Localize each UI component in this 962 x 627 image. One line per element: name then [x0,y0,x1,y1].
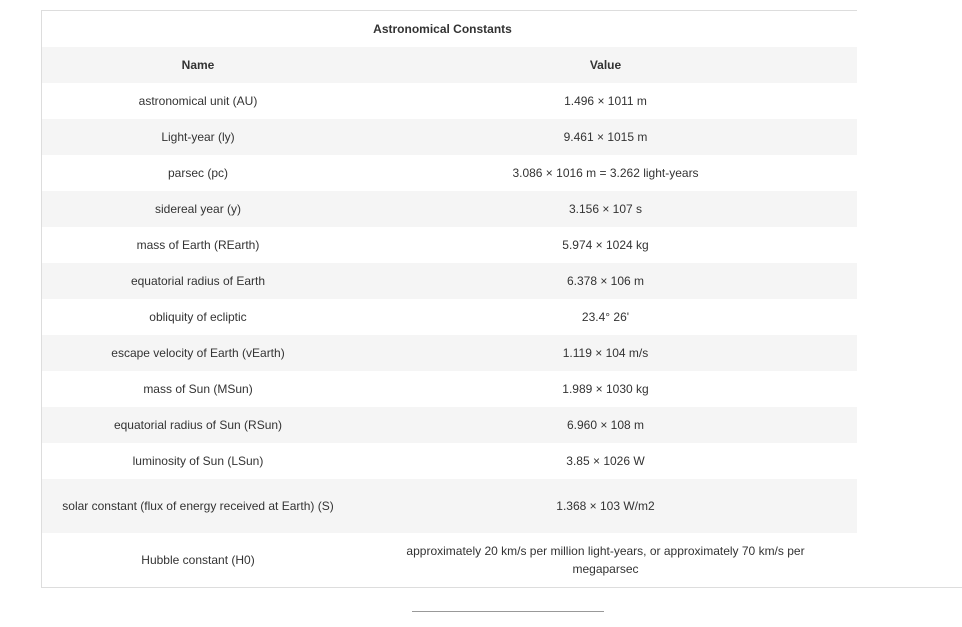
header-row [42,47,857,83]
row-name: obliquity of ecliptic [149,310,247,324]
table-row [42,155,857,191]
constants-table-container [41,10,857,588]
table-caption-text: Astronomical Constants [373,22,512,36]
row-value: 3.85 × 1026 W [566,454,645,468]
table-row [42,263,857,299]
row-value: 1.368 × 103 W/m2 [556,499,655,513]
row-name: equatorial radius of Sun (RSun) [113,418,283,432]
row-value: 1.989 × 1030 kg [562,382,649,396]
table-row [42,335,857,371]
row-name: astronomical unit (AU) [138,94,258,108]
table-row [42,299,857,335]
row-value: 1.496 × 1011 m [564,94,647,108]
constants-table [42,47,857,587]
row-value: 5.974 × 1024 kg [562,238,649,252]
table-caption [42,11,857,47]
row-value: 23.4° 26' [581,310,630,324]
row-name: solar constant (flux of energy received at Earth) (S) [62,499,334,513]
row-name: equatorial radius of Earth [130,274,266,288]
row-name: luminosity of Sun (LSun) [132,454,264,468]
footer-divider [412,611,604,612]
row-name: Light-year (ly) [161,130,235,144]
table-row [42,227,857,263]
row-value: approximately 20 km/s per million light-years, or approximately 70 km/s per megaparsec [406,544,805,576]
row-name: mass of Earth (REarth) [136,238,260,252]
divider-line [856,587,962,588]
row-name: sidereal year (y) [154,202,242,216]
row-value: 3.156 × 107 s [568,202,643,216]
table-row [42,407,857,443]
row-value: 1.119 × 104 m/s [562,346,649,360]
table-row [42,119,857,155]
table-row [42,533,857,587]
table-row [42,371,857,407]
row-value: 6.960 × 108 m [566,418,645,432]
row-name: mass of Sun (MSun) [143,382,253,396]
row-name: escape velocity of Earth (vEarth) [111,346,285,360]
row-value: 3.086 × 1016 m = 3.262 light-years [512,166,699,180]
table-row [42,83,857,119]
row-name: parsec (pc) [167,166,229,180]
header-value: Value [589,58,622,72]
table-row [42,191,857,227]
row-value: 6.378 × 106 m [566,274,645,288]
row-value: 9.461 × 1015 m [563,130,648,144]
row-name: Hubble constant (H0) [141,553,255,567]
table-row [42,443,857,479]
table-row [42,479,857,533]
header-name: Name [181,58,215,72]
